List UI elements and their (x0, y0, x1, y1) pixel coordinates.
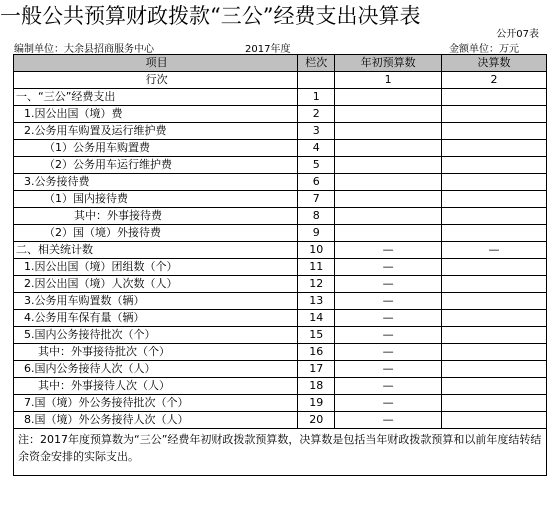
row-number: 8 (298, 208, 335, 225)
row-final-value (441, 140, 546, 157)
row-budget-value (335, 123, 442, 140)
subheader-label: 行次 (14, 72, 298, 89)
row-label: 其中：外事接待费 (14, 208, 298, 225)
row-final-value (441, 310, 546, 327)
row-final-value (441, 106, 546, 123)
row-final-value (441, 327, 546, 344)
row-number: 17 (298, 361, 335, 378)
row-budget-value (335, 106, 442, 123)
row-label: 5.国内公务接待批次（个） (14, 327, 298, 344)
row-label: 4.公务用车保有量（辆） (14, 310, 298, 327)
row-label: 3.公务接待费 (14, 174, 298, 191)
row-budget-value: — (335, 378, 442, 395)
row-number: 13 (298, 293, 335, 310)
row-number: 14 (298, 310, 335, 327)
fiscal-year: 2017年度 (245, 44, 291, 55)
row-budget-value: — (335, 293, 442, 310)
row-number: 1 (298, 89, 335, 106)
row-label: 8.国（境）外公务接待人次（人） (14, 412, 298, 429)
row-budget-value: — (335, 361, 442, 378)
row-number: 11 (298, 259, 335, 276)
row-number: 9 (298, 225, 335, 242)
table-row (14, 89, 547, 106)
row-budget-value: — (335, 395, 442, 412)
row-final-value (441, 174, 546, 191)
table-row (14, 123, 547, 140)
row-budget-value (335, 140, 442, 157)
row-label: 二、相关统计数 (14, 242, 298, 259)
row-budget-value: — (335, 310, 442, 327)
table-row (14, 191, 547, 208)
header-col: 栏次 (298, 55, 335, 72)
row-final-value (441, 395, 546, 412)
row-label: 1.因公出国（境）团组数（个） (14, 259, 298, 276)
row-final-value (441, 378, 546, 395)
table-row (14, 106, 547, 123)
row-label: （1）国内接待费 (14, 191, 298, 208)
row-label: （2）公务用车运行维护费 (14, 157, 298, 174)
table-row (14, 378, 547, 395)
row-final-value (441, 191, 546, 208)
row-budget-value (335, 89, 442, 106)
row-label: 7.国（境）外公务接待批次（个） (14, 395, 298, 412)
row-number: 6 (298, 174, 335, 191)
row-label: 3.公务用车购置数（辆） (14, 293, 298, 310)
row-budget-value (335, 191, 442, 208)
row-label: 1.因公出国（境）费 (14, 106, 298, 123)
row-label: 其中：外事接待人次（人） (14, 378, 298, 395)
row-budget-value (335, 208, 442, 225)
header-final: 决算数 (441, 55, 546, 72)
row-label: （2）国（境）外接待费 (14, 225, 298, 242)
table-row (14, 344, 547, 361)
subheader-budget-no: 1 (335, 72, 442, 89)
row-number: 10 (298, 242, 335, 259)
row-number: 12 (298, 276, 335, 293)
row-final-value (441, 123, 546, 140)
table-row (14, 327, 547, 344)
table-row (14, 293, 547, 310)
row-budget-value: — (335, 242, 442, 259)
table-note: 注：2017年度预算数为“三公”经费年初财政拨款预算数，决算数是包括当年财政拨款预算和以前年度结转结余资金安排的实际支出。 (14, 429, 547, 476)
row-number: 2 (298, 106, 335, 123)
row-number: 4 (298, 140, 335, 157)
subheader-final-no: 2 (441, 72, 546, 89)
row-label: 6.国内公务接待人次（人） (14, 361, 298, 378)
table-row (14, 395, 547, 412)
header-budget: 年初预算数 (335, 55, 442, 72)
table-row (14, 259, 547, 276)
row-budget-value (335, 225, 442, 242)
table-row (14, 140, 547, 157)
row-number: 20 (298, 412, 335, 429)
row-number: 16 (298, 344, 335, 361)
row-number: 3 (298, 123, 335, 140)
row-budget-value: — (335, 276, 442, 293)
row-label: 一、“三公”经费支出 (14, 89, 298, 106)
table-row (14, 225, 547, 242)
row-number: 15 (298, 327, 335, 344)
table-row (14, 157, 547, 174)
form-number: 公开07表 (496, 29, 539, 40)
row-label: （1）公务用车购置费 (14, 140, 298, 157)
table-row (14, 174, 547, 191)
row-budget-value: — (335, 259, 442, 276)
row-final-value (441, 293, 546, 310)
row-final-value (441, 157, 546, 174)
row-budget-value: — (335, 327, 442, 344)
row-budget-value (335, 157, 442, 174)
row-label: 2.公务用车购置及运行维护费 (14, 123, 298, 140)
row-final-value (441, 89, 546, 106)
note-row (14, 429, 547, 476)
table-row (14, 310, 547, 327)
row-label: 其中：外事接待批次（个） (14, 344, 298, 361)
row-budget-value: — (335, 344, 442, 361)
subheader-blank (298, 72, 335, 89)
row-final-value (441, 361, 546, 378)
expense-table (13, 54, 547, 476)
row-final-value (441, 208, 546, 225)
table-row (14, 276, 547, 293)
table-row (14, 208, 547, 225)
row-budget-value: — (335, 412, 442, 429)
row-final-value (441, 412, 546, 429)
row-number: 18 (298, 378, 335, 395)
row-final-value (441, 259, 546, 276)
row-final-value (441, 344, 546, 361)
row-budget-value (335, 174, 442, 191)
row-final-value (441, 276, 546, 293)
table-row (14, 412, 547, 429)
row-number: 19 (298, 395, 335, 412)
money-unit: 金额单位：万元 (449, 44, 519, 55)
row-final-value (441, 225, 546, 242)
table-header-row (14, 55, 547, 72)
table-row (14, 242, 547, 259)
row-label: 2.因公出国（境）人次数（人） (14, 276, 298, 293)
compiling-unit: 编制单位：大余县招商服务中心 (14, 44, 154, 55)
row-number: 7 (298, 191, 335, 208)
row-number: 5 (298, 157, 335, 174)
page-title: 一般公共预算财政拨款“三公”经费支出决算表 (0, 4, 421, 28)
row-final-value: — (441, 242, 546, 259)
table-row (14, 361, 547, 378)
table-subheader-row (14, 72, 547, 89)
header-item: 项目 (14, 55, 298, 72)
